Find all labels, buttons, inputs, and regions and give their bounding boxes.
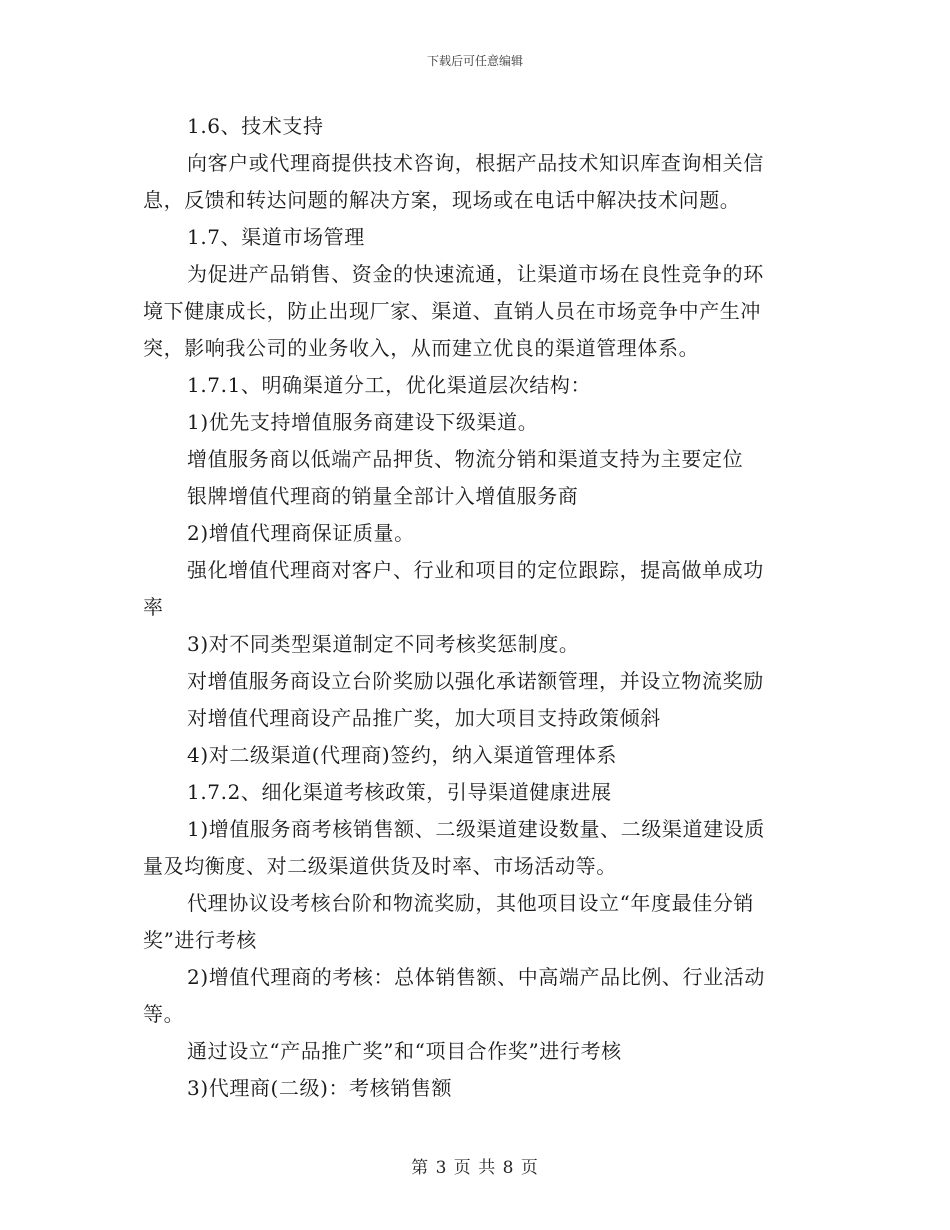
text-line: 2)增值代理商保证质量。 [187, 521, 415, 545]
page-footer: 第 3 页 共 8 页 [411, 1158, 539, 1178]
text-line: 息，反馈和转达问题的解决方案，现场或在电话中解决技术问题。 [143, 188, 741, 212]
text-line: 量及均衡度、对二级渠道供货及时率、市场活动等。 [143, 854, 617, 878]
text-line: 等。 [143, 1002, 185, 1026]
text-line: 3)对不同类型渠道制定不同考核奖惩制度。 [187, 632, 580, 656]
text-line: 3)代理商(二级)：考核销售额 [187, 1076, 453, 1100]
text-line: 突，影响我公司的业务收入，从而建立优良的渠道管理体系。 [143, 336, 700, 360]
text-line: 增值服务商以低端产品押货、物流分销和渠道支持为主要定位 [187, 447, 744, 471]
text-line: 境下健康成长，防止出现厂家、渠道、直销人员在市场竞争中产生冲 [143, 299, 761, 323]
text-line: 银牌增值代理商的销量全部计入增值服务商 [187, 484, 579, 508]
text-line: 1.7.2、细化渠道考核政策，引导渠道健康进展 [187, 780, 612, 804]
text-line: 4)对二级渠道(代理商)签约，纳入渠道管理体系 [187, 743, 617, 767]
text-line: 代理协议设考核台阶和物流奖励，其他项目设立“年度最佳分销 [187, 891, 755, 915]
text-line: 通过设立“产品推广奖”和“项目合作奖”进行考核 [187, 1039, 622, 1063]
text-line: 奖”进行考核 [143, 928, 257, 952]
text-line: 2)增值代理商的考核：总体销售额、中高端产品比例、行业活动 [187, 965, 765, 989]
page-header: 下载后可任意编辑 [426, 54, 523, 68]
text-line: 对增值服务商设立台阶奖励以强化承诺额管理，并设立物流奖励 [187, 669, 764, 693]
text-line: 1.6、技术支持 [187, 114, 324, 138]
text-line: 1.7、渠道市场管理 [187, 225, 365, 249]
text-line: 为促进产品销售、资金的快速流通，让渠道市场在良性竞争的环 [187, 262, 764, 286]
text-line: 对增值代理商设产品推广奖，加大项目支持政策倾斜 [187, 706, 661, 730]
text-line: 1)优先支持增值服务商建设下级渠道。 [187, 410, 539, 434]
text-line: 向客户或代理商提供技术咨询，根据产品技术知识库查询相关信 [187, 151, 764, 175]
document-body [143, 108, 803, 1107]
text-line: 强化增值代理商对客户、行业和项目的定位跟踪，提高做单成功 [187, 558, 764, 582]
text-line: 率 [143, 595, 164, 619]
text-line: 1)增值服务商考核销售额、二级渠道建设数量、二级渠道建设质 [187, 817, 765, 841]
text-line: 1.7.1、明确渠道分工，优化渠道层次结构： [187, 373, 592, 397]
